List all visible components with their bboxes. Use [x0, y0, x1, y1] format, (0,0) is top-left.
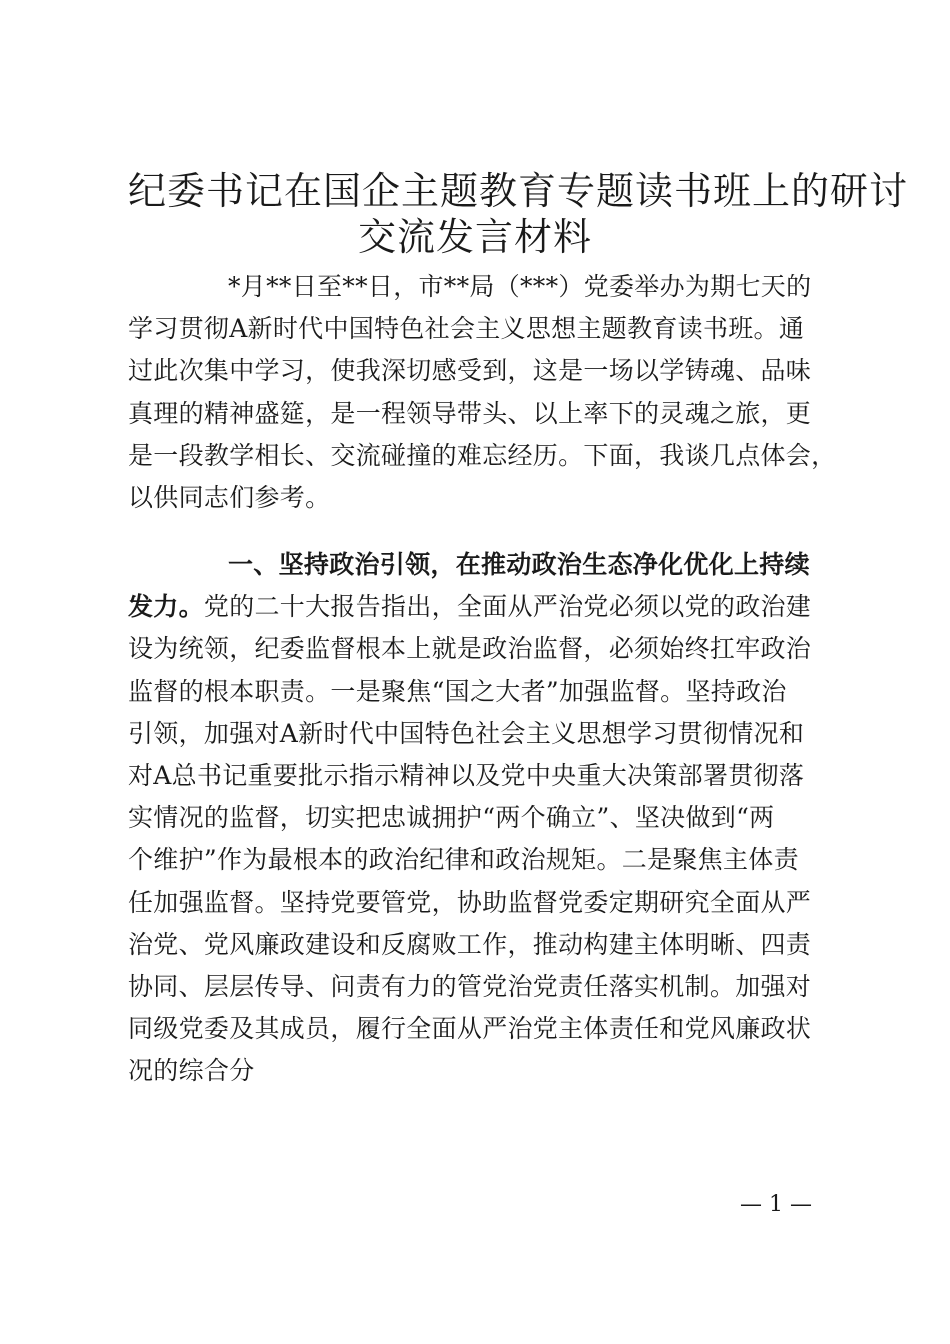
paragraph-line: 真理的精神盛筵，是一程领导带头、以上率下的灵魂之旅，更: [128, 398, 812, 428]
page-number: — 1 —: [740, 1192, 812, 1217]
paragraph-line: *月**日至**日，市**局（***）党委举办为期七天的: [228, 272, 812, 301]
paragraph-line: 协同、层层传导、问责有力的管党治党责任落实机制。加强对: [128, 972, 812, 1002]
paragraph-line: 是一段教学相长、交流碰撞的难忘经历。下面，我谈几点体会，: [128, 440, 837, 470]
paragraph-line: [128, 586, 822, 628]
paragraph-line: 况的综合分: [128, 1056, 255, 1086]
paragraph-line: 任加强监督。坚持党要管党，协助监督党委定期研究全面从严: [128, 887, 812, 917]
title-line-2: 交流发言材料: [357, 215, 592, 259]
paragraph-line: 以供同志们参考。: [128, 483, 331, 513]
document-title: [128, 168, 909, 260]
paragraph-line: 对A总书记重要批示指示精神以及党中央重大决策部署贯彻落: [128, 761, 805, 791]
paragraph-line: 设为统领，纪委监督根本上就是政治监督，必须始终扛牢政治: [128, 634, 812, 664]
paragraph-line: 治党、党风廉政建设和反腐败工作，推动构建主体明晰、四责: [128, 929, 812, 959]
paragraph-line: 实情况的监督，切实把忠诚拥护“两个确立”、坚决做到“两: [128, 803, 775, 833]
paragraph-line: 过此次集中学习，使我深切感受到，这是一场以学铸魂、品味: [128, 356, 812, 386]
paragraph-line: 同级党委及其成员，履行全面从严治党主体责任和党风廉政状: [128, 1014, 812, 1044]
section-heading-end: 发力。: [128, 592, 204, 622]
paragraph-line: 个维护”作为最根本的政治纪律和政治规矩。二是聚焦主体责: [128, 845, 799, 875]
title-line-1: 纪委书记在国企主题教育专题读书班上的研讨: [128, 169, 909, 213]
section-heading: 一、坚持政治引领，在推动政治生态净化优化上持续: [228, 550, 810, 579]
section-one-paragraph: [128, 544, 822, 1093]
paragraph-line-text: 党的二十大报告指出，全面从严治党必须以党的政治建: [203, 592, 812, 622]
paragraph-line: 引领，加强对A新时代中国特色社会主义思想学习贯彻情况和: [128, 718, 805, 748]
paragraph-line: 学习贯彻A新时代中国特色社会主义思想主题教育读书班。通: [128, 314, 805, 344]
paragraph-line: 监督的根本职责。一是聚焦“国之大者”加强监督。坚持政治: [128, 676, 787, 706]
intro-paragraph: [128, 266, 837, 519]
